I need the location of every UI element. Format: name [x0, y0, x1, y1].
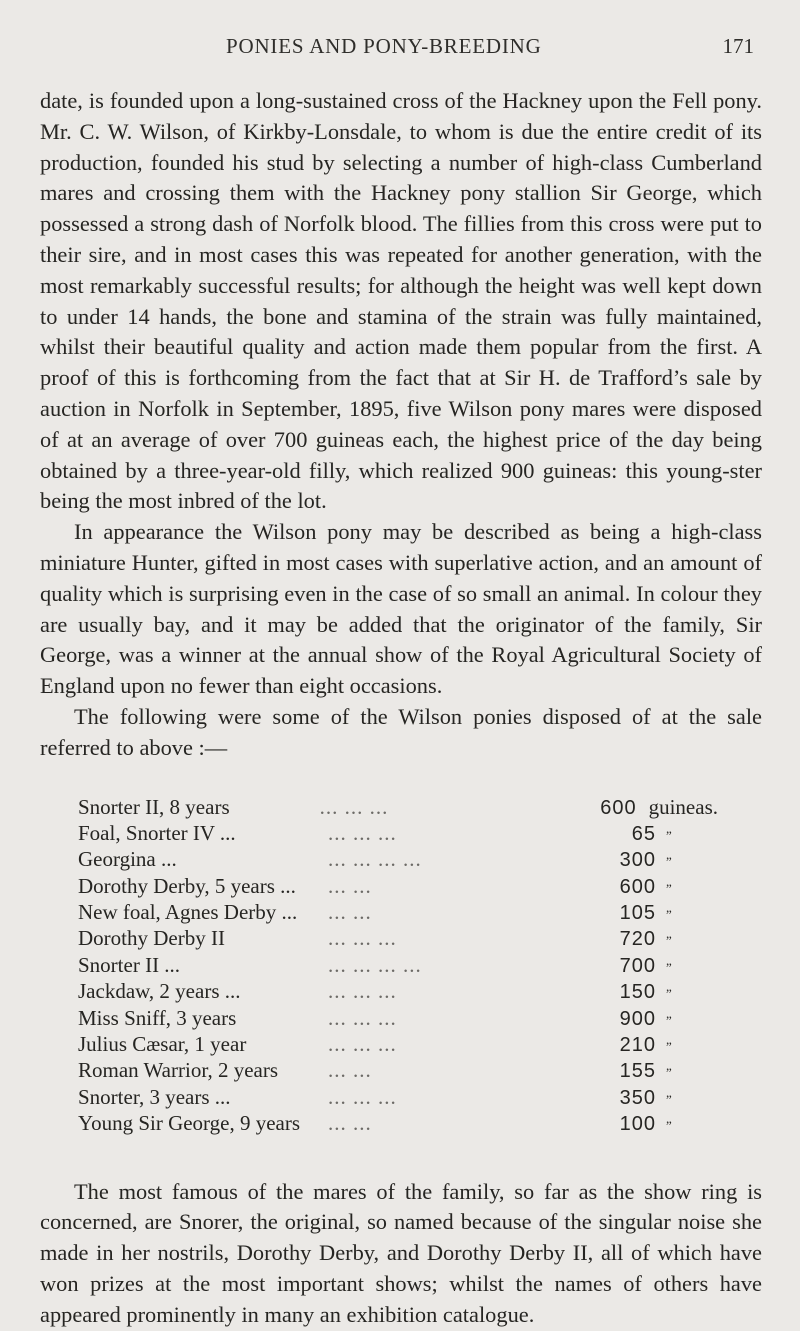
sale-row [78, 873, 718, 899]
sale-price: 600 [600, 796, 637, 819]
pony-name: Dorothy Derby, 5 years ... [78, 873, 296, 898]
leader-dots: ... ... [328, 873, 372, 898]
leader-dots: ... ... ... [328, 979, 397, 1004]
paragraph-2: In appearance the Wilson pony may be described as being a high-class miniature Hunter, gifted in most cases with superlative action, and an amount of quality which is surprising even in the case of so small an animal. In colour they are usually bay, and it may be added that the originator of the family, Sir George, was a winner at the annual show of the Royal Agricultural Society of England upon no fewer than eight occasions. [40, 519, 762, 699]
pony-name: Julius Cæsar, 1 year [78, 1032, 247, 1057]
sale-price: 900 [619, 1007, 656, 1030]
sale-price: 720 [619, 928, 656, 951]
sale-row [78, 794, 718, 820]
sale-price: 100 [619, 1113, 656, 1136]
sale-price: 700 [619, 954, 656, 977]
pony-name: New foal, Agnes Derby ... [78, 900, 298, 925]
pony-name: Miss Sniff, 3 years [78, 1005, 237, 1030]
paragraph-1: date, is founded upon a long-sustained cross of the Hackney upon the Fell pony. Mr. C. W. Wilson, of Kirkby-Lonsdale, to whom is due the entire credit of its production, founded his stud by selecting a number of high-class Cumberland mares and crossing them with the Hackney pony stallion Sir George, which possessed a strong dash of Norfolk blood. The fillies from this cross were put to their sire, and in most cases this was repeated for another generation, with the most remarkably successful results; for although the height was well kept down to under 14 hands, the bone and stamina of the strain was fully maintained, whilst their beautiful quality and action made them popular from the first. A proof of this is forthcoming from the fact that at Sir H. de Trafford’s sale by auction in Norfolk in September, 1895, five Wilson pony mares were disposed of at an average of over 700 guineas each, the highest price of the day being obtained by a three-year-old filly, which realized 900 guineas: this young-ster being the most inbred of the lot. [40, 88, 762, 514]
leader-dots: ... ... [328, 1058, 372, 1083]
sale-price: 155 [619, 1060, 656, 1083]
page-header [40, 34, 762, 68]
leader-dots: ... ... ... [328, 1032, 397, 1057]
pony-name: Snorter II ... [78, 952, 181, 977]
leader-dots: ... ... ... [328, 926, 397, 951]
pony-name: Snorter, 3 years ... [78, 1084, 231, 1109]
running-title: PONIES AND PONY-BREEDING [226, 34, 542, 58]
pony-name: Roman Warrior, 2 years [78, 1058, 279, 1083]
price-unit: ” [666, 1039, 672, 1055]
sale-price: 150 [619, 981, 656, 1004]
pony-name: Dorothy Derby II [78, 926, 225, 951]
leader-dots: ... ... ... [319, 794, 389, 819]
sale-row [78, 1031, 718, 1057]
sale-price: 300 [619, 849, 656, 872]
pony-name: Georgina ... [78, 847, 177, 872]
pony-name: Jackdaw, 2 years ... [78, 979, 241, 1004]
price-unit: guineas. [648, 794, 718, 819]
price-unit: ” [666, 880, 672, 896]
sale-row [78, 820, 718, 846]
price-unit: ” [666, 1118, 672, 1134]
pony-name: Snorter II, 8 years [78, 794, 230, 819]
sale-row [78, 846, 718, 872]
sale-row [78, 952, 718, 978]
leader-dots: ... ... ... ... [328, 847, 422, 872]
sale-row [78, 1057, 718, 1083]
paragraph-3: The following were some of the Wilson ponies disposed of at the sale referred to above :— [40, 703, 762, 760]
page-number: 171 [722, 34, 754, 58]
leader-dots: ... ... ... [328, 1005, 397, 1030]
price-unit: ” [666, 907, 672, 923]
pony-name: Foal, Snorter IV ... [78, 820, 236, 845]
price-unit: ” [666, 1012, 672, 1028]
price-unit: ” [666, 1091, 672, 1107]
sale-row [78, 1110, 718, 1136]
leader-dots: ... ... ... [328, 1084, 397, 1109]
sale-row [78, 1084, 718, 1110]
price-unit: ” [666, 986, 672, 1002]
leader-dots: ... ... [328, 900, 372, 925]
sale-price: 65 [631, 822, 656, 845]
leader-dots: ... ... ... [328, 820, 397, 845]
pony-name: Young Sir George, 9 years [78, 1111, 301, 1136]
sale-price: 210 [619, 1034, 656, 1057]
sale-price: 350 [619, 1086, 656, 1109]
leader-dots: ... ... [328, 1111, 372, 1136]
price-unit: ” [666, 827, 672, 843]
sale-row [78, 925, 718, 951]
sale-row [78, 978, 718, 1004]
closing-paragraph: The most famous of the mares of the family, so far as the show ring is concerned, are Snorer, the original, so named because of the singular noise she made in her nostrils, Dorothy Derby, and Dorothy Derby II, all of which have won prizes at the most important shows; whilst the names of others have appeared prominently in many an exhibition catalogue. [40, 1178, 762, 1327]
price-unit: ” [666, 959, 672, 975]
sale-row [78, 1005, 718, 1031]
sale-list [78, 794, 718, 1137]
sale-price: 600 [619, 875, 656, 898]
sale-row [78, 899, 718, 925]
price-unit: ” [666, 854, 672, 870]
price-unit: ” [666, 933, 672, 949]
sale-price: 105 [619, 902, 656, 925]
price-unit: ” [666, 1065, 672, 1081]
leader-dots: ... ... ... ... [328, 952, 422, 977]
